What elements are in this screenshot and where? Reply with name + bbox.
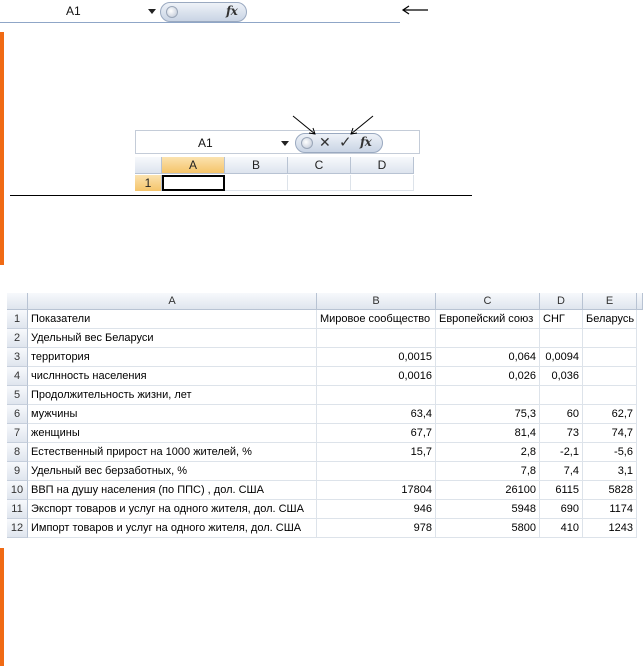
table-cell[interactable]: 0,026	[436, 367, 540, 386]
cell-c1[interactable]	[288, 175, 351, 191]
table-cell[interactable]	[540, 329, 583, 348]
formula-controls-pill	[160, 2, 247, 22]
table-cell[interactable]: Экспорт товаров и услуг на одного жителя, дол. США	[28, 500, 317, 519]
table-cell[interactable]	[583, 348, 637, 367]
table-cell[interactable]: СНГ	[540, 310, 583, 329]
insert-function-icon[interactable]: fx	[226, 4, 238, 18]
table-cell[interactable]: Естественный прирост на 1000 жителей, %	[28, 443, 317, 462]
table-cell[interactable]: 690	[540, 500, 583, 519]
table-cell[interactable]	[583, 329, 637, 348]
column-header-c[interactable]: C	[436, 293, 540, 310]
table-cell[interactable]	[436, 386, 540, 405]
column-header-d[interactable]: D	[540, 293, 583, 310]
table-cell[interactable]: 7,8	[436, 462, 540, 481]
name-box-dropdown-icon[interactable]	[148, 9, 156, 14]
table-cell[interactable]	[583, 367, 637, 386]
table-cell[interactable]: территория	[28, 348, 317, 367]
table-cell[interactable]: Европейский союз	[436, 310, 540, 329]
row-header[interactable]: 10	[7, 481, 28, 500]
table-cell[interactable]: 63,4	[317, 405, 436, 424]
table-cell[interactable]	[317, 462, 436, 481]
table-cell[interactable]: 60	[540, 405, 583, 424]
table-cell[interactable]: 5948	[436, 500, 540, 519]
table-cell[interactable]	[317, 386, 436, 405]
row-header[interactable]: 3	[7, 348, 28, 367]
name-box[interactable]: A1	[198, 136, 213, 150]
active-cell-a1[interactable]	[162, 175, 225, 191]
row-header[interactable]: 8	[7, 443, 28, 462]
column-header-d[interactable]: D	[351, 157, 414, 174]
table-cell[interactable]: 62,7	[583, 405, 637, 424]
table-cell[interactable]: 6115	[540, 481, 583, 500]
table-cell[interactable]: 81,4	[436, 424, 540, 443]
annotation-arrows	[285, 112, 385, 142]
table-cell[interactable]: 1174	[583, 500, 637, 519]
table-cell[interactable]: 5828	[583, 481, 637, 500]
table-cell[interactable]: Удельный вес Беларуси	[28, 329, 317, 348]
table-cell[interactable]: 0,0094	[540, 348, 583, 367]
table-cell[interactable]: 1243	[583, 519, 637, 538]
table-cell[interactable]: 17804	[317, 481, 436, 500]
table-cell[interactable]: Показатели	[28, 310, 317, 329]
table-cell[interactable]: -2,1	[540, 443, 583, 462]
table-cell[interactable]: Продолжительность жизни, лет	[28, 386, 317, 405]
table-cell[interactable]: ВВП на душу населения (по ППС) , дол. США	[28, 481, 317, 500]
table-cell[interactable]: 5800	[436, 519, 540, 538]
table-cell[interactable]	[583, 386, 637, 405]
divider-line	[10, 195, 472, 196]
select-all-corner[interactable]	[7, 293, 28, 310]
insert-function-icon[interactable]: fx	[360, 135, 372, 149]
table-cell[interactable]	[436, 329, 540, 348]
table-cell[interactable]	[540, 386, 583, 405]
table-cell[interactable]: 74,7	[583, 424, 637, 443]
table-cell[interactable]: мужчины	[28, 405, 317, 424]
row-header[interactable]: 7	[7, 424, 28, 443]
arrow-pointer-icon	[400, 4, 430, 16]
enter-icon[interactable]: ✓	[339, 134, 352, 151]
name-box[interactable]: A1	[66, 4, 81, 18]
table-cell[interactable]: Удельный вес берзаботных, %	[28, 462, 317, 481]
table-cell[interactable]: 978	[317, 519, 436, 538]
spreadsheet	[7, 293, 643, 543]
table-cell[interactable]: 15,7	[317, 443, 436, 462]
table-cell[interactable]: 0,036	[540, 367, 583, 386]
select-all-corner[interactable]	[135, 157, 162, 174]
column-header-f[interactable]	[637, 293, 643, 310]
table-cell[interactable]: 2,8	[436, 443, 540, 462]
column-header-a[interactable]: A	[28, 293, 317, 310]
table-cell[interactable]: женщины	[28, 424, 317, 443]
table-cell[interactable]: 67,7	[317, 424, 436, 443]
row-header[interactable]: 6	[7, 405, 28, 424]
table-cell[interactable]: 26100	[436, 481, 540, 500]
orange-side-marker	[0, 32, 4, 265]
row-header[interactable]: 9	[7, 462, 28, 481]
row-header[interactable]: 5	[7, 386, 28, 405]
table-cell[interactable]: Импорт товаров и услуг на одного жителя, дол. США	[28, 519, 317, 538]
table-cell[interactable]: -5,6	[583, 443, 637, 462]
row-header[interactable]: 2	[7, 329, 28, 348]
column-header-c[interactable]: C	[288, 157, 351, 174]
cancel-icon[interactable]: ✕	[319, 134, 331, 150]
orange-side-marker	[0, 548, 4, 666]
row-header[interactable]: 4	[7, 367, 28, 386]
row-header[interactable]: 11	[7, 500, 28, 519]
column-header-b[interactable]: B	[317, 293, 436, 310]
table-cell[interactable]: 73	[540, 424, 583, 443]
table-cell[interactable]	[317, 329, 436, 348]
grip-icon	[166, 6, 178, 18]
table-cell[interactable]: 3,1	[583, 462, 637, 481]
column-header-b[interactable]: B	[225, 157, 288, 174]
table-cell[interactable]: 0,0016	[317, 367, 436, 386]
row-header-1[interactable]: 1	[135, 175, 162, 191]
row-header[interactable]: 1	[7, 310, 28, 329]
table-cell[interactable]: Беларусь	[583, 310, 637, 329]
table-cell[interactable]: 0,0015	[317, 348, 436, 367]
table-cell[interactable]: 946	[317, 500, 436, 519]
table-cell[interactable]: Мировое сообщество	[317, 310, 436, 329]
column-header-a[interactable]: A	[162, 157, 225, 174]
table-cell[interactable]: числнность населения	[28, 367, 317, 386]
table-cell[interactable]: 0,064	[436, 348, 540, 367]
column-header-e[interactable]: E	[583, 293, 637, 310]
cell-d1[interactable]	[351, 175, 414, 191]
cell-b1[interactable]	[225, 175, 288, 191]
formula-bar-top	[0, 0, 400, 24]
table-cell[interactable]: 410	[540, 519, 583, 538]
table-cell[interactable]: 75,3	[436, 405, 540, 424]
table-cell[interactable]: 7,4	[540, 462, 583, 481]
row-header[interactable]: 12	[7, 519, 28, 538]
